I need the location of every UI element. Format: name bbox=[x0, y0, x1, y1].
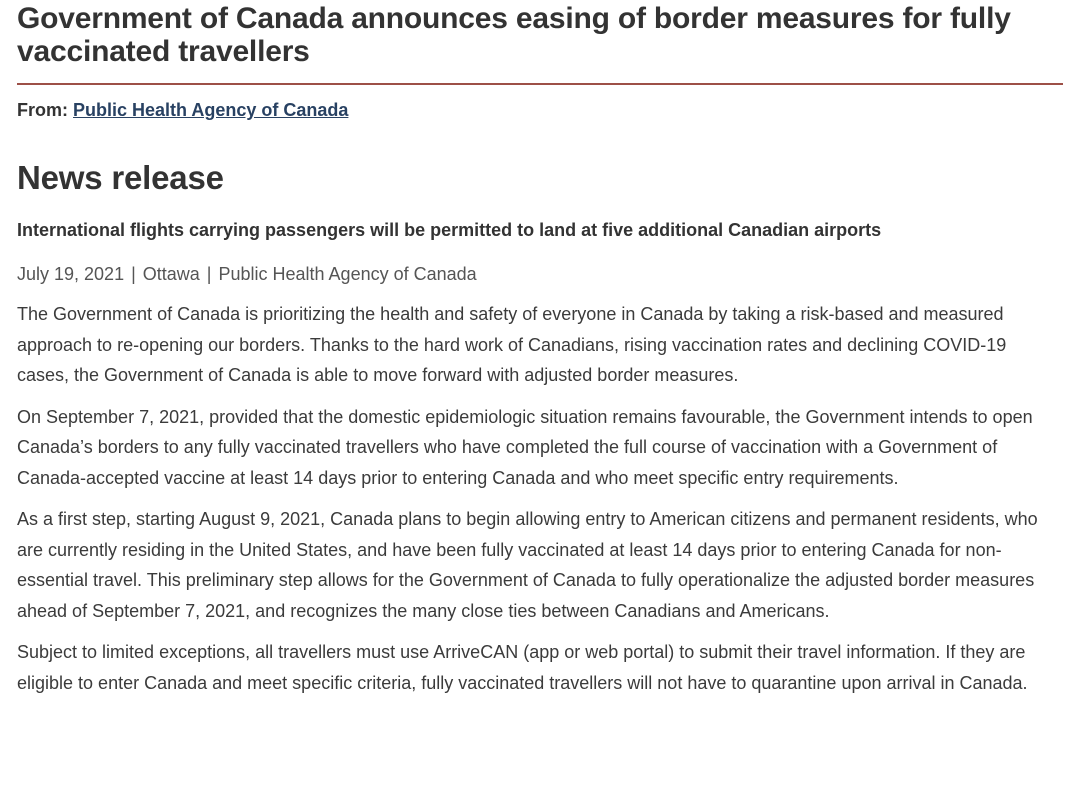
article-paragraph: Subject to limited exceptions, all travellers must use ArriveCAN (app or web portal) to submit their travel information. If they are eligible to enter Canada and meet specific criteria, fully vaccinated travellers will not have to quarantine upon arrival in Canada. bbox=[17, 642, 1028, 693]
dateline-location: Ottawa bbox=[142, 264, 200, 284]
dateline-separator: | bbox=[131, 264, 136, 284]
section-heading-news-release: News release bbox=[17, 159, 224, 196]
article-paragraph: As a first step, starting August 9, 2021, Canada plans to begin allowing entry to American citizens and permanent residents, who are currently residing in the United States, and have been fully vaccinated at least 14 days prior to entering Canada for non-essential travel. This preliminary step allows for the Government of Canada to fully operationalize the adjusted border measures ahead of September 7, 2021, and recognizes the many close ties between Canadians and Americans. bbox=[17, 509, 1038, 621]
from-agency-link[interactable]: Public Health Agency of Canada bbox=[73, 100, 349, 120]
dateline-separator: | bbox=[206, 264, 212, 284]
dateline bbox=[17, 261, 1063, 287]
article-paragraph: The Government of Canada is prioritizing the health and safety of everyone in Canada by taking a risk-based and measured approach to re-opening our borders. Thanks to the hard work of Canadians, rising vaccination rates and declining COVID-19 cases, the Government of Canada is able to move forward with adjusted border measures. bbox=[17, 304, 1007, 385]
article-body bbox=[17, 299, 1063, 698]
lead-statement: International flights carrying passengers will be permitted to land at five additional Canadian airports bbox=[17, 220, 882, 240]
dateline-date: July 19, 2021 bbox=[17, 264, 125, 284]
from-label: From: bbox=[17, 100, 68, 120]
from-line bbox=[17, 98, 1063, 122]
page-title: Government of Canada announces easing of border measures for fully vaccinated travellers bbox=[17, 2, 1063, 85]
dateline-agency: Public Health Agency of Canada bbox=[218, 264, 477, 284]
article-paragraph: On September 7, 2021, provided that the domestic epidemiologic situation remains favourable, the Government intends to open Canada’s borders to any fully vaccinated travellers who have completed the full course of vaccination with a Government of Canada-accepted vaccine at least 14 days prior to entering Canada and who meet specific entry requirements. bbox=[17, 406, 1033, 488]
